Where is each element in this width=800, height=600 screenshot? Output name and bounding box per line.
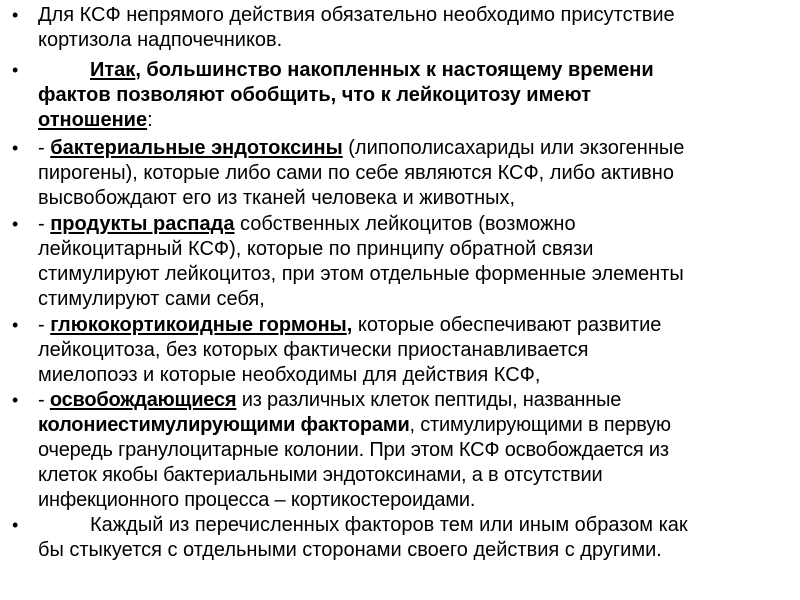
emphasis-term: освобождающиеся bbox=[49, 389, 237, 411]
text-line: - бактериальные эндотоксины (липополисахариды или экзогенные bbox=[38, 137, 685, 159]
text-line: бы стыкуется с отдельными сторонами своего действия с другими. bbox=[38, 539, 662, 561]
text-line: стимулируют лейкоцитоз, при этом отдельные форменные элементы bbox=[38, 263, 684, 285]
list-item-text bbox=[38, 58, 794, 133]
list-item-text bbox=[38, 3, 794, 53]
text-line: - освобождающиеся из различных клеток пептиды, названные bbox=[38, 389, 622, 411]
list-item-text bbox=[38, 513, 794, 563]
bullet-marker: • bbox=[12, 138, 19, 158]
list-item-text bbox=[38, 313, 794, 388]
bullet-marker: • bbox=[12, 5, 19, 25]
text-line: стимулируют сами себя, bbox=[38, 288, 265, 310]
list-item-text bbox=[38, 136, 794, 211]
text-line: миелопоэз и которые необходимы для действия КСФ, bbox=[38, 364, 541, 386]
bullet-marker: • bbox=[12, 315, 19, 335]
text-line: - глюкокортикоидные гормоны, которые обеспечивают развитие bbox=[38, 314, 662, 336]
emphasis-term: бактериальные эндотоксины bbox=[50, 137, 343, 159]
emphasis-term: продукты распада bbox=[50, 213, 235, 235]
bullet-marker: • bbox=[12, 60, 19, 80]
text-line: инфекционного процесса – кортикостероидами. bbox=[38, 489, 476, 511]
text-line: Для КСФ непрямого действия обязательно необходимо присутствие bbox=[38, 4, 675, 26]
text-line: Итак, большинство накопленных к настоящему времени bbox=[90, 59, 654, 81]
text-line: колониестимулирующими факторами, стимулирующими в первую bbox=[38, 414, 671, 436]
emphasis-term: глюкокортикоидные гормоны bbox=[50, 314, 347, 336]
text-line: высвобождают его из тканей человека и животных, bbox=[38, 187, 516, 209]
text-line: пирогены), которые либо сами по себе являются КСФ, либо активно bbox=[38, 162, 674, 184]
text-line: кортизола надпочечников. bbox=[38, 29, 283, 51]
text-line: отношение: bbox=[38, 109, 153, 131]
list-item-text bbox=[38, 388, 794, 513]
text-line: клеток якобы бактериальными эндотоксинами, а в отсутствии bbox=[38, 464, 603, 486]
list-item-text bbox=[38, 212, 794, 312]
text-line: очередь гранулоцитарные колонии. При этом КСФ освобождается из bbox=[38, 439, 669, 461]
text-line: Каждый из перечисленных факторов тем или иным образом как bbox=[90, 514, 688, 536]
text-line: фактов позволяют обобщить, что к лейкоцитозу имеют bbox=[38, 84, 591, 106]
text-line: лейкоцитоза, без которых фактически приостанавливается bbox=[38, 339, 589, 361]
emphasis-term: колониестимулирующими факторами bbox=[38, 414, 410, 436]
bullet-marker: • bbox=[12, 390, 19, 410]
text-line: лейкоцитарный КСФ), которые по принципу обратной связи bbox=[38, 238, 594, 260]
bullet-marker: • bbox=[12, 515, 19, 535]
emphasis-term: Итак bbox=[90, 59, 136, 81]
bullet-marker: • bbox=[12, 214, 19, 234]
text-line: - продукты распада собственных лейкоцитов (возможно bbox=[38, 213, 576, 235]
emphasis-term: отношение bbox=[38, 109, 148, 131]
